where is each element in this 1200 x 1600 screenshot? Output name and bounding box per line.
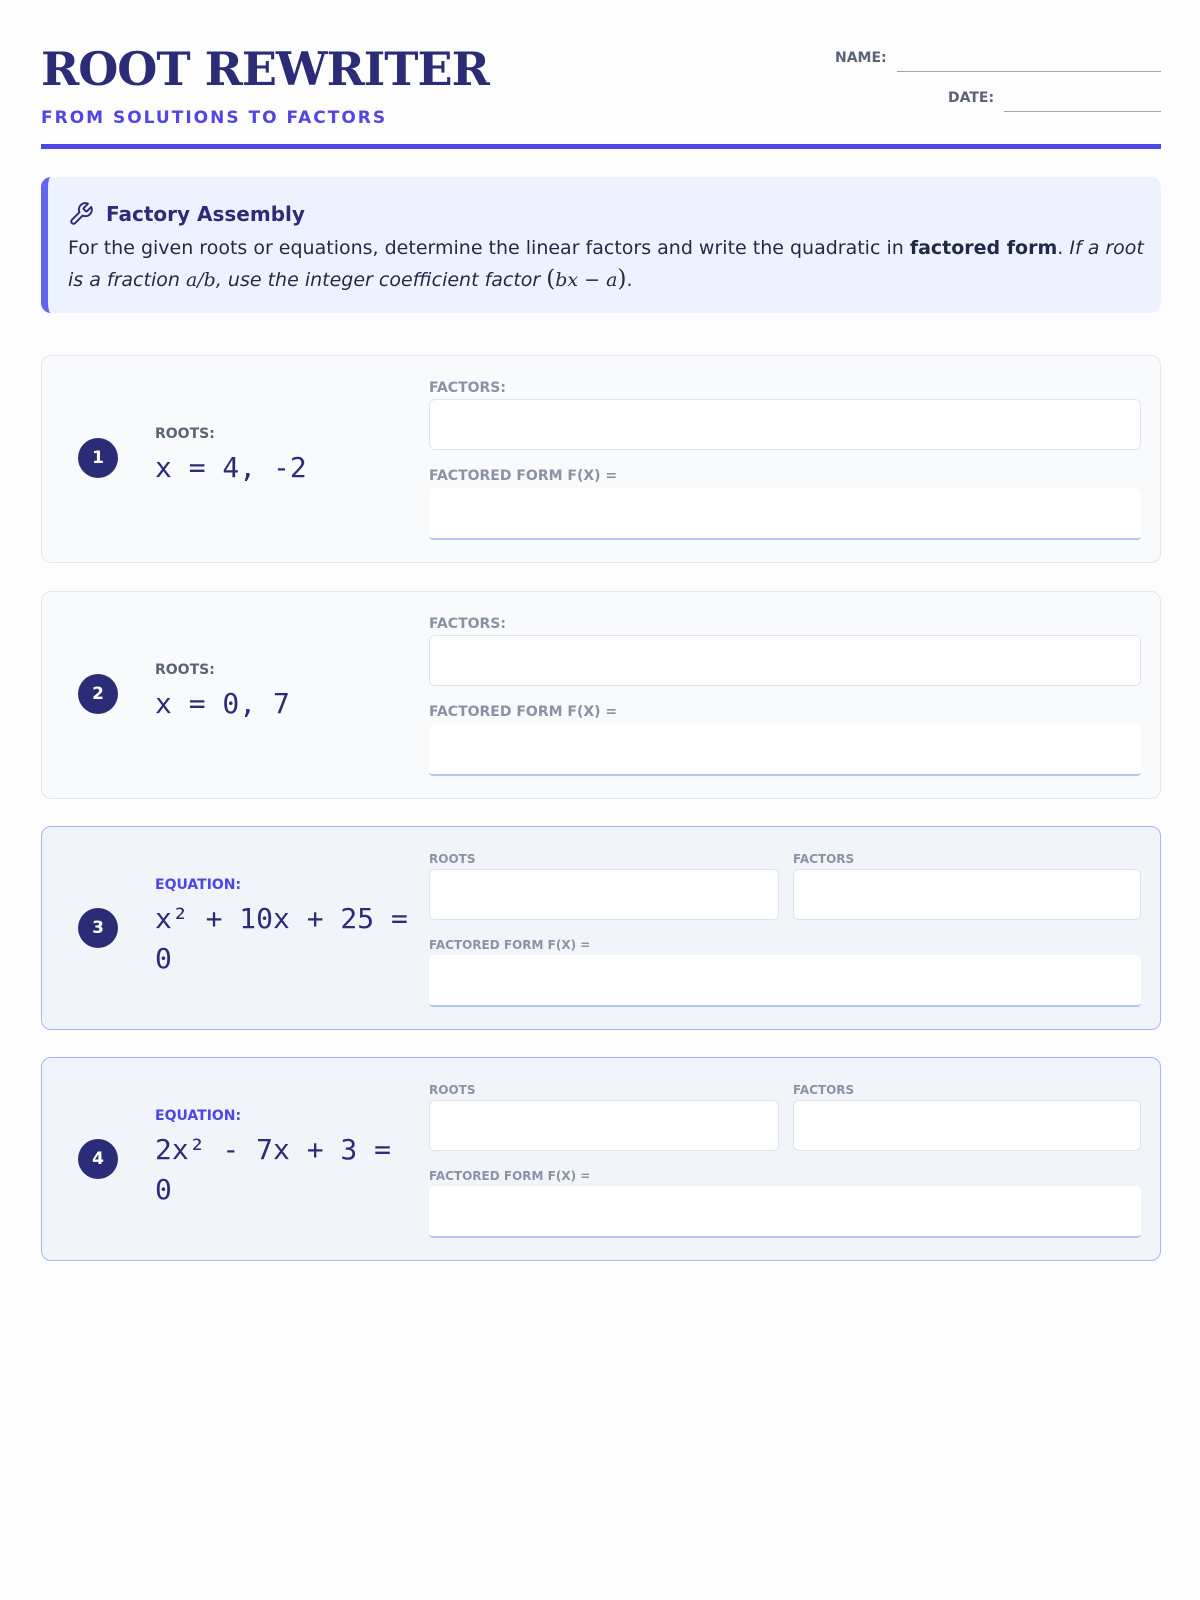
roots-field-label: ROOTS bbox=[429, 1083, 476, 1097]
problem-expression: x = 0, 7 bbox=[155, 687, 290, 720]
roots-field-label: ROOTS bbox=[429, 852, 476, 866]
problem-card-1 bbox=[41, 355, 1161, 563]
roots-input[interactable] bbox=[429, 869, 779, 920]
factors-label: FACTORS: bbox=[429, 616, 506, 632]
instructions-italic-part: If a root is a fraction bbox=[68, 237, 1144, 291]
factored-form-label: FACTORED FORM F(X) = bbox=[429, 468, 618, 484]
instructions-heading bbox=[68, 201, 305, 227]
instructions-text-part: . bbox=[1057, 237, 1070, 259]
factored-form-label: FACTORED FORM F(X) = bbox=[429, 704, 618, 720]
date-label: DATE: bbox=[948, 90, 995, 106]
problem-number: 1 bbox=[78, 438, 118, 478]
problem-expression: x² + 10x + 25 = 0 bbox=[155, 902, 408, 975]
problem-number: 2 bbox=[78, 674, 118, 714]
instructions-title: Factory Assembly bbox=[106, 202, 305, 226]
instructions-math-factor: bx − a bbox=[555, 269, 618, 291]
instructions-bold-term: factored form bbox=[909, 237, 1058, 259]
name-field[interactable] bbox=[897, 71, 1161, 72]
instructions-callout bbox=[41, 177, 1161, 313]
problem-card-3 bbox=[41, 826, 1161, 1030]
factors-input[interactable] bbox=[793, 869, 1141, 920]
roots-input[interactable] bbox=[429, 1100, 779, 1151]
header-divider bbox=[41, 144, 1161, 149]
name-label: NAME: bbox=[835, 50, 887, 66]
instructions-italic-part: , use the integer coefficient factor bbox=[215, 269, 547, 291]
page-subtitle: FROM SOLUTIONS TO FACTORS bbox=[41, 108, 388, 128]
factored-form-label: FACTORED FORM F(X) = bbox=[429, 938, 591, 952]
instructions-math-fraction: a/b bbox=[185, 269, 216, 291]
factored-form-input[interactable] bbox=[429, 955, 1141, 1007]
factored-form-input[interactable] bbox=[429, 724, 1141, 776]
factors-label: FACTORS: bbox=[429, 380, 506, 396]
date-field[interactable] bbox=[1004, 111, 1161, 112]
factors-input[interactable] bbox=[793, 1100, 1141, 1151]
factors-input[interactable] bbox=[429, 635, 1141, 686]
problem-number: 3 bbox=[78, 908, 118, 948]
header bbox=[41, 0, 1161, 150]
equation-label: EQUATION: bbox=[155, 877, 242, 893]
instructions-text-part: For the given roots or equations, determine the linear factors and write the quadratic in bbox=[68, 237, 910, 259]
wrench-icon bbox=[68, 201, 94, 227]
problem-card-4 bbox=[41, 1057, 1161, 1261]
factored-form-input[interactable] bbox=[429, 1186, 1141, 1238]
instructions-text: For the given roots or equations, determine the linear factors and write the quadratic in factored form. If a root is a fraction a/b, use the integer coefficient factor (bx − a). bbox=[68, 237, 1144, 292]
factored-form-input[interactable] bbox=[429, 488, 1141, 540]
instructions-text-part: . bbox=[626, 269, 633, 291]
problem-expression: x = 4, -2 bbox=[155, 451, 307, 484]
problem-number: 4 bbox=[78, 1139, 118, 1179]
factors-input[interactable] bbox=[429, 399, 1141, 450]
factored-form-label: FACTORED FORM F(X) = bbox=[429, 1169, 591, 1183]
page-title: ROOT REWRITER bbox=[41, 42, 489, 96]
roots-label: ROOTS: bbox=[155, 662, 215, 678]
roots-label: ROOTS: bbox=[155, 426, 215, 442]
worksheet-page bbox=[41, 0, 1161, 1600]
problem-expression: 2x² - 7x + 3 = 0 bbox=[155, 1133, 392, 1206]
equation-label: EQUATION: bbox=[155, 1108, 242, 1124]
problem-card-2 bbox=[41, 591, 1161, 799]
factors-label: FACTORS bbox=[793, 1083, 855, 1097]
factors-label: FACTORS bbox=[793, 852, 855, 866]
